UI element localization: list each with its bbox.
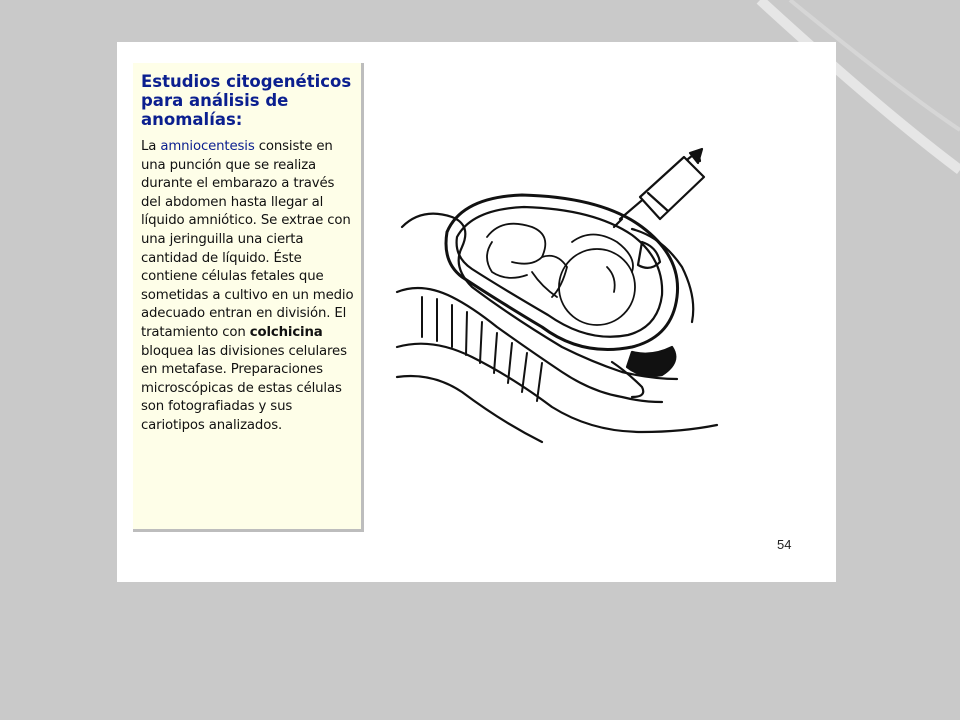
body-paragraph <box>141 138 355 436</box>
slide <box>117 42 836 582</box>
term-amniocentesis: amniocentesis <box>160 139 255 154</box>
term-colchicina: colchicina <box>249 324 323 340</box>
page-number: 54 <box>777 537 792 552</box>
syringe-icon <box>614 149 704 227</box>
body-part-2: bloquea las divisiones celulares en metafase. Preparaciones microscópicas de estas células son fotografiadas y sus cariotipos analizados. <box>141 343 347 433</box>
text-box <box>133 63 364 532</box>
amniocentesis-diagram-icon <box>392 147 722 447</box>
body-intro: La <box>141 139 161 154</box>
body-part-1: consiste en una punción que se realiza durante el embarazo a través del abdomen hasta llegar al líquido amniótico. Se extrae con una jeringuilla una cierta cantidad de líquido. Éste contiene células fetales que sometidas a cultivo en un medio adecuado entran en división. El tratamiento con <box>141 139 354 340</box>
slide-heading: Estudios citogenéticos para análisis de anomalías: <box>141 72 352 129</box>
